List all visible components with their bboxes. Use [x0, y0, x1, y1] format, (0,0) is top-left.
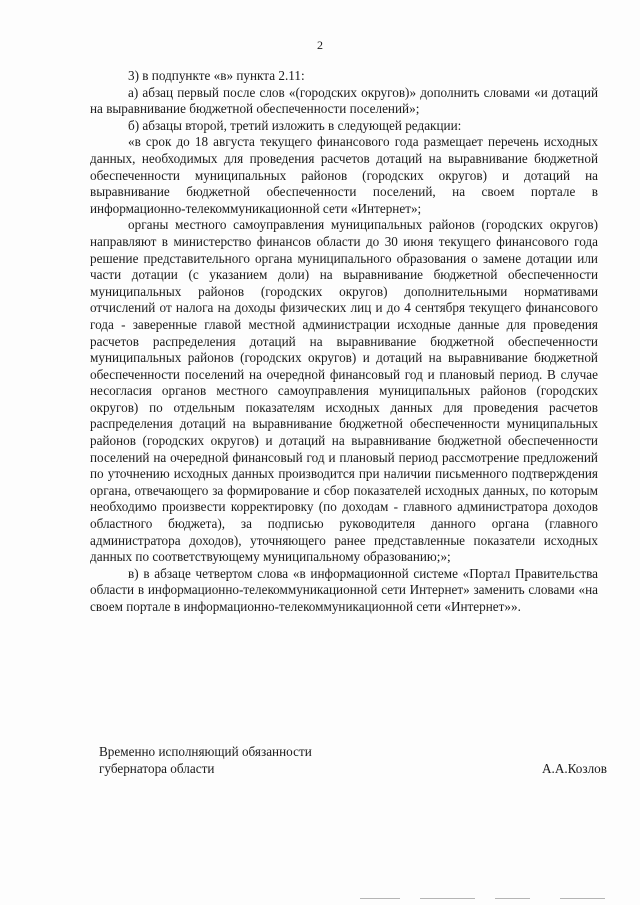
scan-artifact	[360, 898, 400, 899]
page-number: 2	[317, 38, 323, 52]
signatory-title-line1: Временно исполняющий обязанности	[99, 744, 312, 759]
scan-artifact	[420, 898, 475, 899]
signatory-title-line2: губернатора области	[99, 761, 215, 776]
paragraph-b: б) абзацы второй, третий изложить в следующей редакции:	[128, 117, 462, 133]
paragraph-local-authorities: органы местного самоуправления муниципальных районов (городских округов) направляют в министерство финансов области до 30 июня текущего финансового года решение представительного органа муниципального образования о замене дотации или части дотации (с указанием доли) на выравнивание бюджетной обеспеченности муниципальных районов (городских округов) дополнительными нормативами отчислений от налога на доходы физических лиц и до 4 сентября текущего финансового года - заверенные главой местной администрации исходные данные для проведения расчетов распределения дотаций на выравнивание бюджетной обеспеченности муниципальных районов (городских округов) и дотаций на выравнивание бюджетной обеспеченности поселений на очередной финансовый год и плановый период. В случае несогласия органов местного самоуправления муниципальных районов (городских округов) по отдельным показателям исходных данных для проведения расчетов распределения дотаций на выравнивание бюджетной обеспеченности муниципальных районов (городских округов) и дотаций на выравнивание бюджетной обеспеченности поселений на очередной финансовый год и плановый период рассмотрение предложений по уточнению исходных данных производится при наличии письменного подтверждения органа, отвечающего за формирование и сбор показателей исходных данных, по которым необходимо произвести корректировку (по доходам - главного администратора доходов областного бюджета), за подписью руководителя данного органа (главного администратора доходов), уточняющего ранее представленные показатели исходных данных по соответствующему муниципальному образованию;»;	[90, 217, 598, 565]
paragraph-deadline: «в срок до 18 августа текущего финансового года размещает перечень исходных данных, необходимых для проведения расчетов дотаций на выравнивание бюджетной обеспеченности муниципальных районов (городских округов) и дотаций на выравнивание бюджетной обеспеченности поселений, на своем портале в информационно-телекоммуникационной сети «Интернет»;	[90, 134, 598, 216]
scan-artifact	[560, 898, 605, 899]
paragraph-v: в) в абзаце четвертом слова «в информационной системе «Портал Правительства области в информационно-телекоммуникационной сети Интернет» заменить словами «на своем портале в информационно-телекоммуникационной сети «Интернет»».	[90, 565, 598, 614]
paragraph-subpoint-3: 3) в подпункте «в» пункта 2.11:	[128, 68, 305, 83]
scan-artifact	[495, 898, 530, 899]
signature-block	[99, 743, 607, 777]
paragraph-a: а) абзац первый после слов «(городских округов)» дополнить словами «и дотаций на выравнивание бюджетной обеспеченности поселений»;	[90, 84, 598, 117]
signatory-name: А.А.Козлов	[542, 761, 607, 776]
document-body	[90, 68, 598, 616]
